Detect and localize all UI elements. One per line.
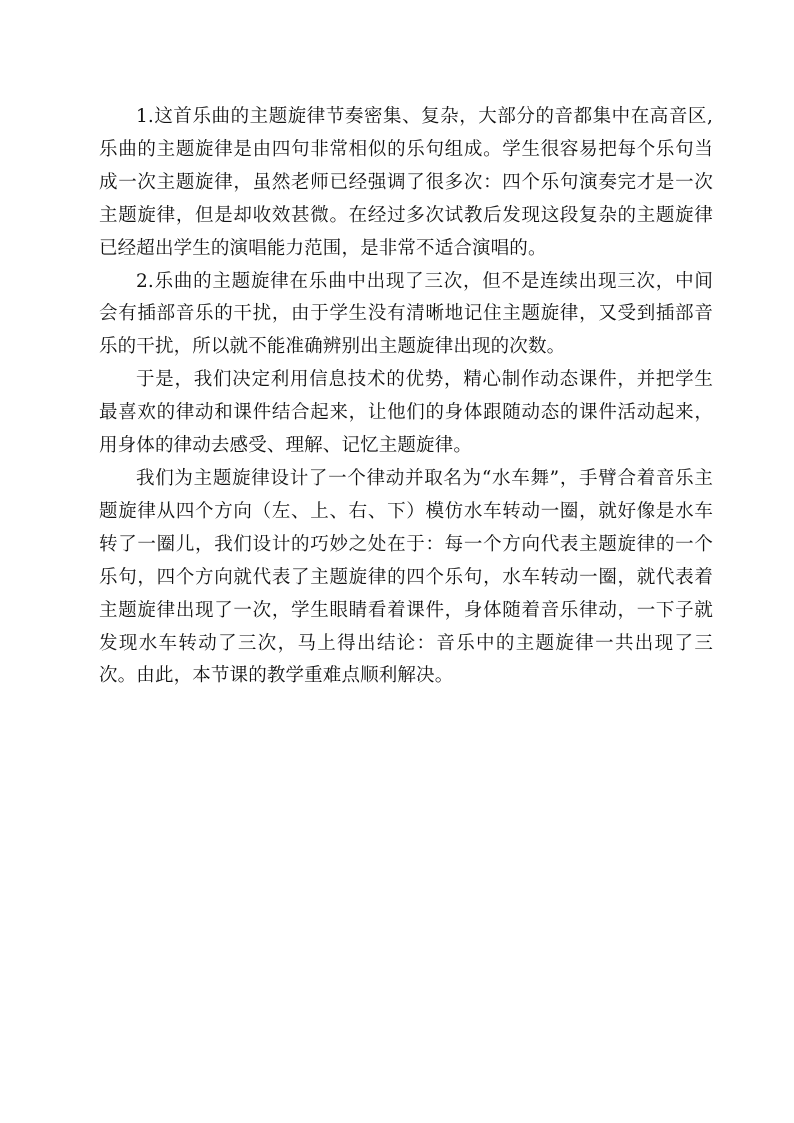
paragraph-3: 于是，我们决定利用信息技术的优势，精心制作动态课件，并把学生最喜欢的律动和课件结合起来，让他们的身体跟随动态的课件活动起来，用身体的律动去感受、理解、记忆主题旋律。 xyxy=(99,369,713,457)
paragraph-4: 我们为主题旋律设计了一个律动并取名为“水车舞”，手臂合着音乐主题旋律从四个方向（左、上、右、下）模仿水车转动一圈，就好像是水车转了一圈儿，我们设计的巧妙之处在于：每一个方向代表主题旋律的一个乐句，四个方向就代表了主题旋律的四个乐句，水车转动一圈，就代表着主题旋律出现了一次，学生眼睛看着课件，身体随着音乐律动，一下子就发现水车转动了三次，马上得出结论：音乐中的主题旋律一共出现了三次。由此，本节课的教学重难点顺利解决。 xyxy=(99,467,713,687)
paragraph-2: 2.乐曲的主题旋律在乐曲中出现了三次，但不是连续出现三次，中间会有插部音乐的干扰，由于学生没有清晰地记住主题旋律，又受到插部音乐的干扰，所以就不能准确辨别出主题旋律出现的次数。 xyxy=(99,270,713,358)
paragraph-1: 1.这首乐曲的主题旋律节奏密集、复杂，大部分的音都集中在高音区,乐曲的主题旋律是由四句非常相似的乐句组成。学生很容易把每个乐句当成一次主题旋律，虽然老师已经强调了很多次：四个乐句演奏完才是一次主题旋律，但是却收效甚微。在经过多次试教后发现这段复杂的主题旋律已经超出学生的演唱能力范围，是非常不适合演唱的。 xyxy=(99,106,713,259)
document-body xyxy=(99,101,713,693)
